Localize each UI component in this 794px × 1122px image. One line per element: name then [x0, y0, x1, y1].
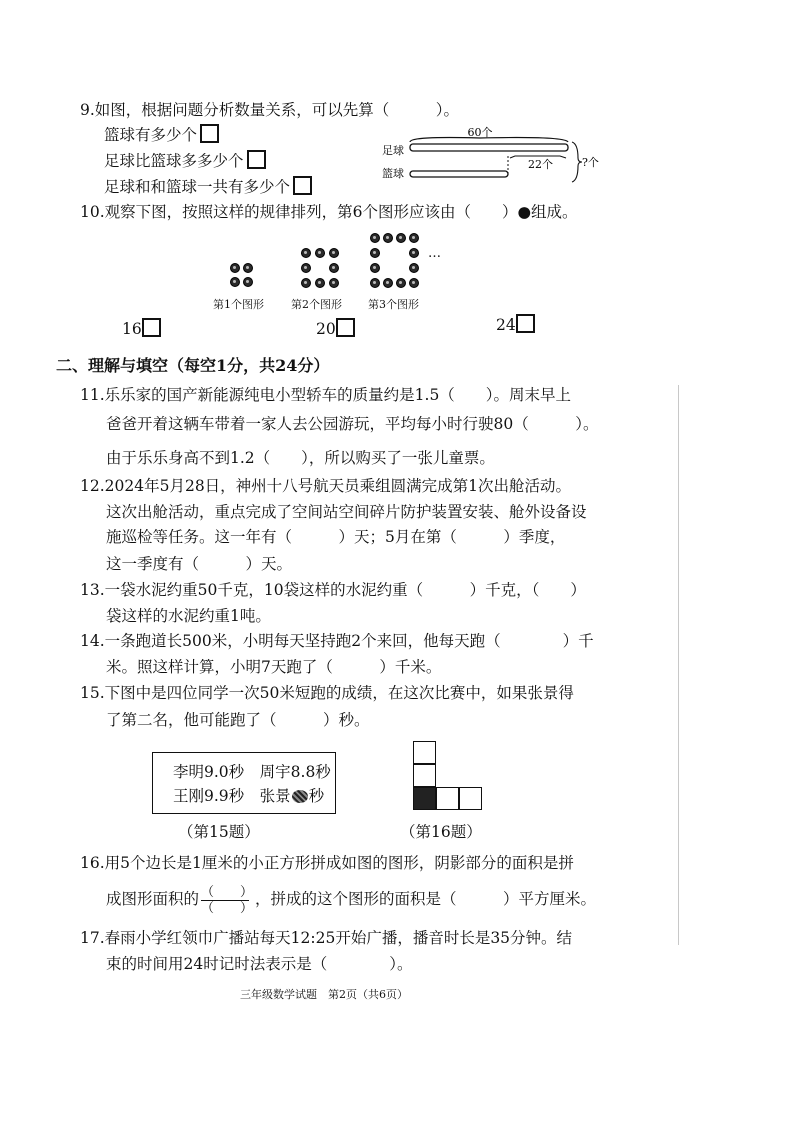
q15-line-1: 15.下图中是四位同学一次50米短跑的成绩，在这次比赛中，如果张景得 — [80, 684, 574, 702]
q11-line-3: 由于乐乐身高不到1.2（ ），所以购买了一张儿童票。 — [106, 449, 495, 467]
q15-caption: （第15题） — [178, 823, 260, 841]
q10-option-1-label: 16 — [122, 320, 142, 338]
fraction-numerator: （ ） — [201, 884, 254, 900]
q11-line-1: 11.乐乐家的国产新能源纯电小型轿车的质量约是1.5（ ）。周末早上 — [80, 386, 572, 404]
q15-results-box — [152, 752, 336, 814]
q15-line-2: 了第二名，他可能跑了（ ）秒。 — [106, 711, 370, 729]
dot — [329, 248, 339, 258]
q14-line-1: 14.一条跑道长500米，小明每天坚持跑2个来回，他每天跑（ ）千 — [80, 632, 594, 650]
q13-line-1: 13.一袋水泥约重50千克，10袋这样的水泥约重（ ）千克，（ ） — [80, 581, 586, 599]
q16-figure-caption: （第16题） — [400, 823, 482, 841]
q9-football-bar — [410, 144, 568, 151]
dot — [396, 278, 406, 288]
q12-line-1: 12.2024年5月28日，神州十八号航天员乘组圆满完成第1次出舱活动。 — [80, 477, 572, 495]
q9-basketball-label: 篮球 — [382, 167, 404, 180]
q10-option-2-label: 20 — [316, 320, 336, 338]
q11-line-2: 爸爸开着这辆车带着一家人去公园游玩，平均每小时行驶80（ ）。 — [106, 415, 599, 433]
dot — [370, 248, 380, 258]
dot — [396, 233, 406, 243]
q10-caption-2: 第2个图形 — [291, 298, 342, 311]
dot — [329, 278, 339, 288]
q9-total-label: 60个 — [467, 126, 493, 139]
q10-option-3 — [496, 314, 535, 335]
q16-line-2-text: 成图形面积的 — [106, 890, 200, 908]
square — [436, 787, 459, 810]
dot — [370, 233, 380, 243]
square — [413, 741, 436, 764]
q14-line-2: 米。照这样计算，小明7天跑了（ ）千米。 — [106, 658, 442, 676]
q16-line-2-rest: ，拼成的这个图形的面积是（ ）平方厘米。 — [255, 890, 597, 908]
q13-line-2: 袋这样的水泥约重1吨。 — [106, 607, 271, 625]
q9-diff-label: 22个 — [528, 158, 553, 171]
q10-option-3-checkbox[interactable] — [516, 314, 535, 333]
q9-football-label: 足球 — [382, 144, 404, 157]
smudge-icon — [292, 790, 308, 803]
q15-box-row-2-unit: 秒 — [308, 787, 325, 805]
dot — [370, 278, 380, 288]
dot — [315, 248, 325, 258]
q16-fraction-blank[interactable] — [201, 885, 253, 916]
dot — [315, 278, 325, 288]
q16-line-2 — [106, 880, 596, 918]
q10-option-2 — [316, 318, 355, 339]
page-footer: 三年级数学试题 第2页（共6页） — [240, 988, 408, 1001]
section-2-title: 二、理解与填空（每空1分，共24分） — [56, 356, 330, 375]
dot — [383, 278, 393, 288]
q9-option-1 — [104, 124, 219, 145]
q12-line-4: 这一季度有（ ）天。 — [106, 555, 293, 573]
dot — [243, 277, 253, 287]
q17-line-1: 17.春雨小学红领巾广播站每天12:25开始广播，播音时长是35分钟。结 — [80, 929, 573, 947]
q9-option-2-checkbox[interactable] — [247, 150, 266, 169]
dot — [409, 278, 419, 288]
q10-option-1 — [122, 318, 161, 339]
q10-option-1-checkbox[interactable] — [142, 318, 161, 337]
dot — [383, 233, 393, 243]
square — [459, 787, 482, 810]
q10-option-2-checkbox[interactable] — [336, 318, 355, 337]
dot — [301, 278, 311, 288]
q12-line-2: 这次出舱活动，重点完成了空间站空间碎片防护装置安装、舱外设备设 — [106, 503, 587, 521]
dot — [230, 277, 240, 287]
q12-line-3: 施巡检等任务。这一年有（ ）天；5月在第（ ）季度， — [106, 528, 566, 546]
q9-top-brace — [410, 138, 568, 143]
scan-margin-line — [678, 385, 679, 945]
q9-right-brace — [572, 142, 582, 182]
dot — [329, 263, 339, 273]
q10-caption-1: 第1个图形 — [213, 298, 264, 311]
square — [413, 764, 436, 787]
q16-line-1: 16.用5个边长是1厘米的小正方形拼成如图的图形，阴影部分的面积是拼 — [80, 854, 574, 872]
q9-stem: 9.如图，根据问题分析数量关系，可以先算（ ）。 — [80, 101, 460, 119]
dot — [230, 263, 240, 273]
q10-caption-3: 第3个图形 — [368, 298, 419, 311]
q15-box-row-2 — [173, 786, 324, 806]
q9-question-label: ?个 — [582, 156, 599, 169]
dot — [409, 263, 419, 273]
q15-box-row-2-text: 王刚9.9秒 张景 — [173, 787, 291, 805]
q9-option-3-label: 足球和和篮球一共有多少个 — [104, 178, 291, 196]
dot — [370, 263, 380, 273]
q9-option-1-label: 篮球有多少个 — [104, 126, 198, 144]
shaded-square — [413, 787, 436, 810]
dot — [301, 263, 311, 273]
q10-ellipsis: … — [428, 246, 441, 261]
dot — [409, 248, 419, 258]
q9-option-3 — [104, 176, 312, 197]
q9-option-1-checkbox[interactable] — [200, 124, 219, 143]
dot — [301, 248, 311, 258]
q9-basketball-bar — [410, 171, 508, 177]
q10-stem: 10.观察下图，按照这样的规律排列，第6个图形应该由（ ）●组成。 — [80, 203, 578, 221]
q10-option-3-label: 24 — [496, 316, 516, 334]
q9-option-2 — [104, 150, 266, 171]
q17-line-2: 束的时间用24时记时法表示是（ ）。 — [106, 955, 413, 973]
dot — [409, 233, 419, 243]
q9-segment-diagram — [370, 120, 610, 190]
dot — [243, 263, 253, 273]
q9-option-2-label: 足球比篮球多多少个 — [104, 152, 244, 170]
fraction-denominator: （ ） — [201, 900, 254, 916]
q15-box-row-1: 李明9.0秒 周宇8.8秒 — [173, 763, 331, 781]
q9-option-3-checkbox[interactable] — [293, 176, 312, 195]
